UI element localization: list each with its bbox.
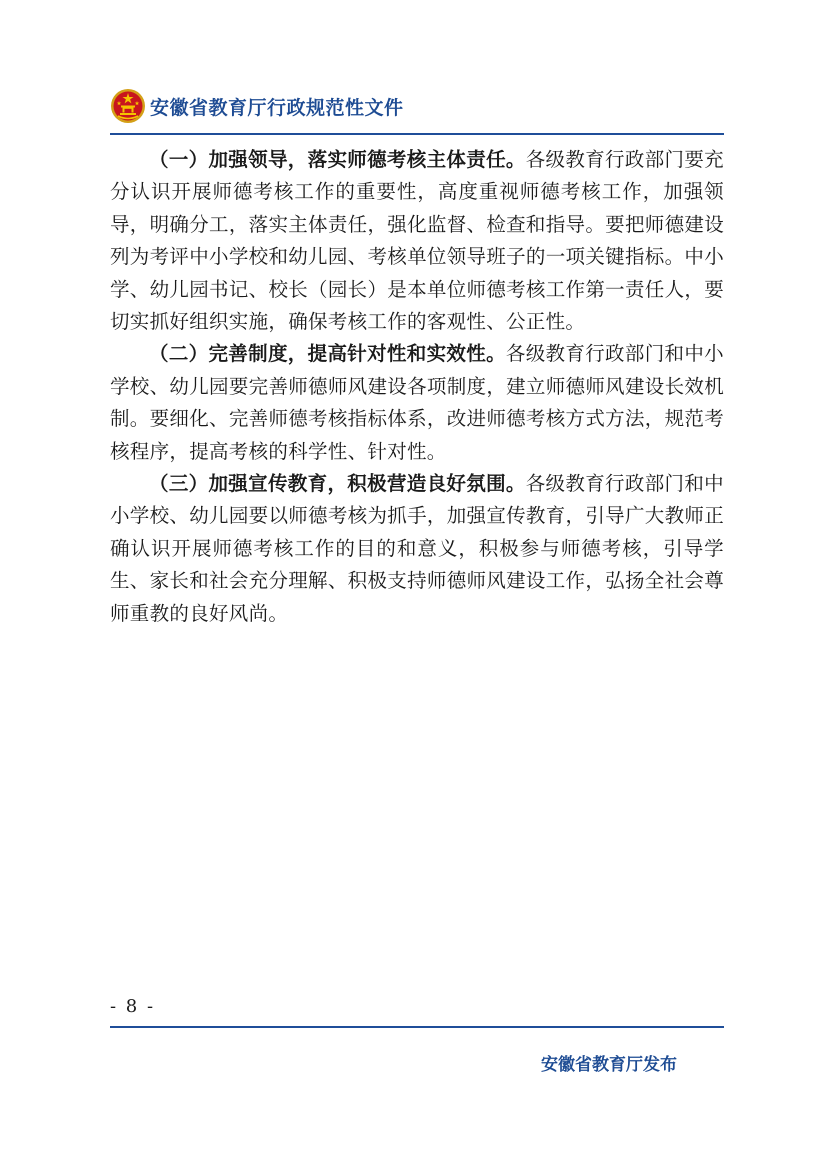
paragraph-heading: （一）加强领导，落实师德考核主体责任。 (149, 148, 526, 171)
paragraph-heading: （三）加强宣传教育，积极营造良好氛围。 (149, 472, 526, 496)
paragraph-1 (110, 144, 724, 338)
footer-divider (110, 1026, 724, 1028)
paragraph-3 (110, 468, 724, 630)
page-number: - 8 - (110, 996, 156, 1017)
national-emblem-icon (110, 88, 146, 124)
publisher-label: 安徽省教育厅发布 (541, 1055, 677, 1075)
paragraph-2 (110, 338, 724, 468)
paragraph-heading: （二）完善制度，提高针对性和实效性。 (149, 342, 506, 366)
paragraph-text: 各级教育行政部门和中小学校、幼儿园要完善师德师风建设各项制度，建立师德师风建设长效机制。要细化、完善师德考核指标体系，改进师德考核方式方法，规范考核程序，提高考核的科学性、针对性。 (110, 342, 724, 463)
header-divider (110, 133, 724, 135)
document-body (110, 144, 724, 630)
header-title: 安徽省教育厅行政规范性文件 (150, 96, 404, 119)
paragraph-text: 各级教育行政部门和中小学校、幼儿园要以师德考核为抓手，加强宣传教育，引导广大教师正确认识开展师德考核工作的目的和意义，积极参与师德考核，引导学生、家长和社会充分理解、积极支持师德师风建设工作，弘扬全社会尊师重教的良好风尚。 (110, 472, 724, 625)
paragraph-text: 各级教育行政部门要充分认识开展师德考核工作的重要性，高度重视师德考核工作，加强领导，明确分工，落实主体责任，强化监督、检查和指导。要把师德建设列为考评中小学校和幼儿园、考核单位领导班子的一项关键指标。中小学、幼儿园书记、校长（园长）是本单位师德考核工作第一责任人，要切实抓好组织实施，确保考核工作的客观性、公正性。 (110, 148, 724, 334)
document-header (110, 86, 724, 126)
